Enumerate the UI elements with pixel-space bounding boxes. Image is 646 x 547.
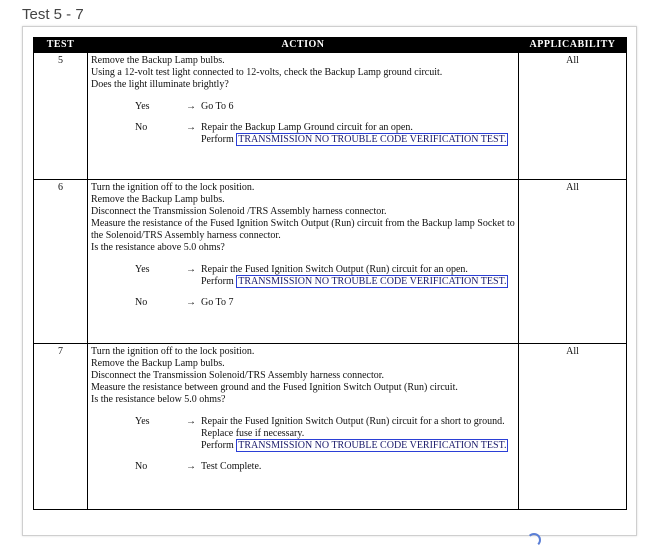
- action-step: Measure the resistance between ground and the Fused Ignition Switch Output (Run) circuit.: [91, 382, 458, 393]
- perform-label: Perform: [201, 276, 234, 287]
- test-number: 5: [34, 53, 88, 180]
- verification-test-link[interactable]: TRANSMISSION NO TROUBLE CODE VERIFICATION TEST.: [238, 134, 507, 145]
- yes-result: Repair the Fused Ignition Switch Output (Run) circuit for a short to ground. Replace fuse if necessary.: [201, 416, 505, 439]
- arrow-icon: →: [186, 416, 196, 427]
- arrow-icon: →: [186, 122, 196, 133]
- action-step: Remove the Backup Lamp bulbs.: [91, 194, 225, 205]
- action-step: Turn the ignition off to the lock position.: [91, 182, 255, 193]
- yes-result: Repair the Fused Ignition Switch Output (Run) circuit for an open.: [201, 264, 468, 275]
- table-row: [34, 53, 627, 180]
- no-response: [91, 461, 515, 473]
- applicability-value: All: [519, 53, 627, 180]
- document-frame: [22, 26, 637, 536]
- action-step: Remove the Backup Lamp bulbs.: [91, 55, 225, 66]
- no-result: Test Complete.: [201, 461, 262, 472]
- action-step: Is the resistance above 5.0 ohms?: [91, 242, 225, 253]
- applicability-value: All: [519, 180, 627, 344]
- loading-spinner-icon: [527, 533, 541, 547]
- table-row: [34, 344, 627, 510]
- yes-label: Yes: [135, 264, 150, 275]
- column-header-test: TEST: [34, 38, 88, 53]
- arrow-icon: →: [186, 101, 196, 112]
- action-step: Does the light illuminate brightly?: [91, 79, 229, 90]
- action-step: Disconnect the Transmission Solenoid /TRS Assembly harness connector.: [91, 206, 387, 217]
- no-result: Repair the Backup Lamp Ground circuit for an open.: [201, 122, 413, 133]
- action-step: Is the resistance below 5.0 ohms?: [91, 394, 226, 405]
- test-number: 6: [34, 180, 88, 344]
- action-step: Measure the resistance of the Fused Ignition Switch Output (Run) circuit from the Backup lamp Socket to the Solenoid/TRS Assembly harness connector.: [91, 218, 515, 241]
- verification-test-link[interactable]: TRANSMISSION NO TROUBLE CODE VERIFICATION TEST.: [238, 440, 507, 451]
- no-response: [91, 122, 515, 146]
- action-step: Using a 12-volt test light connected to 12-volts, check the Backup Lamp ground circuit.: [91, 67, 443, 78]
- yes-result: Go To 6: [201, 101, 234, 112]
- perform-label: Perform: [201, 134, 234, 145]
- yes-response: [91, 264, 515, 288]
- yes-response: [91, 101, 515, 113]
- table-header-row: [34, 38, 627, 53]
- action-step: Turn the ignition off to the lock position.: [91, 346, 255, 357]
- applicability-value: All: [519, 344, 627, 510]
- no-label: No: [135, 461, 148, 472]
- column-header-action: ACTION: [88, 38, 519, 53]
- action-step: Disconnect the Transmission Solenoid/TRS Assembly harness connector.: [91, 370, 385, 381]
- yes-response: [91, 416, 515, 452]
- action-cell: [88, 53, 519, 180]
- action-cell: [88, 344, 519, 510]
- action-step: Remove the Backup Lamp bulbs.: [91, 358, 225, 369]
- yes-label: Yes: [135, 416, 150, 427]
- column-header-applicability: APPLICABILITY: [519, 38, 627, 53]
- no-label: No: [135, 297, 148, 308]
- no-label: No: [135, 122, 148, 133]
- page-heading: Test 5 - 7: [22, 6, 84, 23]
- action-cell: [88, 180, 519, 344]
- test-number: 7: [34, 344, 88, 510]
- arrow-icon: →: [186, 297, 196, 308]
- no-result: Go To 7: [201, 297, 234, 308]
- yes-label: Yes: [135, 101, 150, 112]
- perform-label: Perform: [201, 440, 234, 451]
- table-row: [34, 180, 627, 344]
- arrow-icon: →: [186, 461, 196, 472]
- no-response: [91, 297, 515, 309]
- diagnostic-table: [33, 37, 627, 510]
- verification-test-link[interactable]: TRANSMISSION NO TROUBLE CODE VERIFICATION TEST.: [238, 276, 507, 287]
- arrow-icon: →: [186, 264, 196, 275]
